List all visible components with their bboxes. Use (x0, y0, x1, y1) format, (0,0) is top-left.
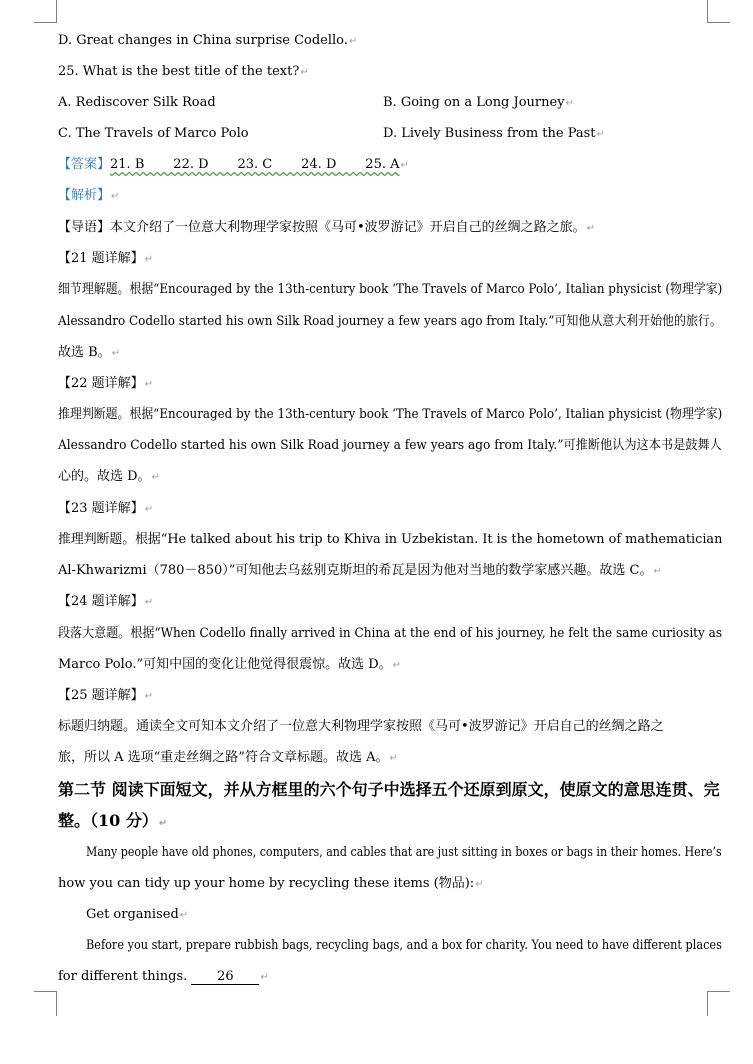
crop-mark-top-right (707, 0, 730, 23)
text-line: 故选 B。↵ (58, 345, 121, 360)
text-line: 心的。故选 D。↵ (58, 469, 160, 484)
section-heading: 整。（10 分）↵ (58, 811, 168, 830)
paragraph-mark: ↵ (179, 910, 189, 921)
heading-22: 【22 题详解】↵ (58, 376, 154, 391)
crop-mark-bottom-left (34, 991, 57, 1016)
answer-line (58, 156, 409, 175)
paragraph-mark: ↵ (151, 472, 160, 483)
intro-line: 【导语】本文介绍了一位意大利物理学家按照《马可•波罗游记》开启自己的丝绸之路之旅。↵ (58, 220, 596, 235)
paragraph-mark: ↵ (144, 254, 154, 265)
paragraph-mark: ↵ (389, 753, 398, 764)
text-line: 细节理解题。根据“Encouraged by the 13th-century book ‘The Travels of Marco Polo’, Italian physicist (物理学家) (58, 282, 723, 297)
paragraph-mark: ↵ (596, 129, 605, 140)
passage-line: Before you start, prepare rubbish bags, recycling bags, and a box for charity. You need to have different places (86, 938, 722, 953)
paragraph-mark: ↵ (475, 879, 484, 890)
crop-mark-bottom-right (707, 991, 730, 1016)
text-line: Marco Polo.”可知中国的变化让他觉得很震惊。故选 D。↵ (58, 657, 402, 672)
text-line: 旅，所以 A 选项“重走丝绸之路”符合文章标题。故选 A。↵ (58, 750, 398, 765)
passage-line: Many people have old phones, computers, and cables that are just sitting in boxes or bags in their homes. Here’s (86, 845, 722, 860)
paragraph-mark: ↵ (111, 191, 120, 202)
paragraph-mark: ↵ (586, 223, 596, 234)
crop-mark-top-left (34, 0, 57, 23)
text-line: 推理判断题。根据“He talked about his trip to Khiva in Uzbekistan. It is the hometown of mathematician (58, 532, 723, 547)
text-line: Alessandro Codello started his own Silk Road journey a few years ago from Italy.”可推断他认为这本书是鼓舞人 (58, 438, 722, 453)
paragraph-mark: ↵ (260, 972, 269, 983)
option-24d: D. Great changes in China surprise Codello.↵ (58, 33, 358, 48)
option-25a: A. Rediscover Silk Road (58, 95, 216, 110)
option-25b: B. Going on a Long Journey↵ (383, 95, 574, 110)
heading-25: 【25 题详解】↵ (58, 688, 154, 703)
paragraph-mark: ↵ (300, 67, 309, 78)
paragraph-mark: ↵ (565, 98, 574, 109)
answer-key: 21. B 22. D 23. C 24. D 25. A (110, 157, 400, 172)
option-25c: C. The Travels of Marco Polo (58, 126, 249, 141)
paragraph-mark: ↵ (400, 160, 409, 171)
text-line: 段落大意题。根据“When Codello finally arrived in China at the end of his journey, he felt the same curiosity as (58, 626, 723, 641)
paragraph-mark: ↵ (144, 504, 154, 515)
paragraph-mark: ↵ (158, 818, 168, 829)
heading-23: 【23 题详解】↵ (58, 501, 154, 516)
paragraph-mark: ↵ (111, 348, 121, 359)
text-line: Al-Khwarizmi（780－850）”可知他去乌兹别克斯坦的希瓦是因为他对当地的数学家感兴趣。故选 C。↵ (58, 563, 662, 578)
paragraph-mark: ↵ (144, 379, 154, 390)
answer-label: 【答案】 (58, 157, 111, 172)
paragraph-mark: ↵ (653, 566, 662, 577)
passage-line: for different things. 26 ↵ (58, 969, 269, 984)
section-heading: 第二节 阅读下面短文，并从方框里的六个句子中选择五个还原到原文，使原文的意思连贯、完 (58, 780, 720, 799)
paragraph-mark: ↵ (392, 660, 402, 671)
option-25d: D. Lively Business from the Past↵ (383, 126, 605, 141)
paragraph-mark: ↵ (348, 36, 358, 47)
paragraph-mark: ↵ (144, 691, 154, 702)
passage-line: how you can tidy up your home by recycling these items (物品):↵ (58, 876, 484, 891)
question-25: 25. What is the best title of the text?↵ (58, 64, 309, 79)
text-line: Alessandro Codello started his own Silk Road journey a few years ago from Italy.”可知他从意大利开始他的旅行。 (58, 314, 722, 329)
answer-blank-26[interactable]: 26 (191, 969, 259, 985)
analysis-label: 【解析】↵ (58, 188, 120, 203)
heading-21: 【21 题详解】↵ (58, 251, 154, 266)
text-line: 标题归纳题。通读全文可知本文介绍了一位意大利物理学家按照《马可•波罗游记》开启自己的丝绸之路之 (58, 719, 664, 734)
heading-24: 【24 题详解】↵ (58, 594, 154, 609)
paragraph-mark: ↵ (144, 597, 154, 608)
text-line: 推理判断题。根据“Encouraged by the 13th-century book ‘The Travels of Marco Polo’, Italian physicist (物理学家) (58, 407, 723, 422)
passage-subheading: Get organised↵ (86, 907, 189, 922)
